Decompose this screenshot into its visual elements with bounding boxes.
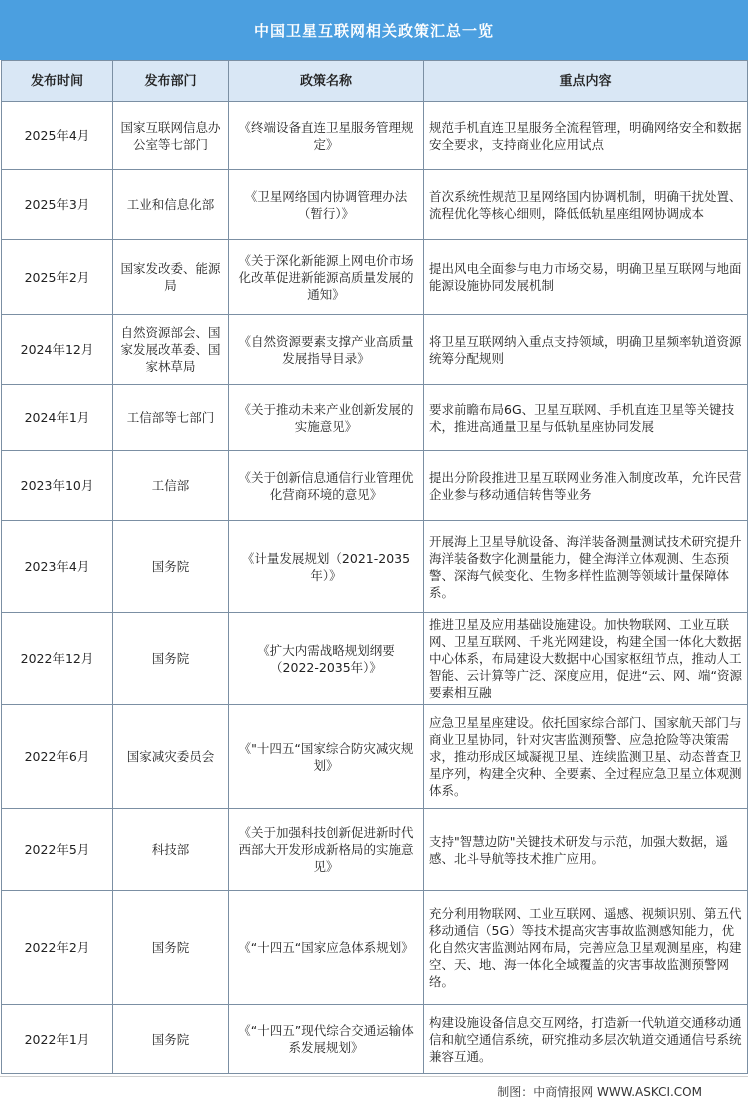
cell-policy: 《“十四五”现代综合交通运输体系发展规划》 bbox=[229, 1005, 424, 1074]
table-row bbox=[2, 1005, 748, 1074]
cell-content: 要求前瞻布局6G、卫星互联网、手机直连卫星等关键技术，推进高通量卫星与低轨星座协同发展 bbox=[424, 385, 748, 451]
cell-dept: 国家减灾委员会 bbox=[113, 705, 229, 809]
cell-content: 推进卫星及应用基础设施建设。加快物联网、工业互联网、卫星互联网、千兆光网建设，构建全国一体化大数据中心体系，布局建设大数据中心国家枢纽节点，推动人工智能、云计算等广泛、深度应用，促进“云、网、端“资源要素相互融 bbox=[424, 613, 748, 705]
cell-dept: 国务院 bbox=[113, 613, 229, 705]
header-policy: 政策名称 bbox=[229, 61, 424, 102]
cell-policy: 《"十四五“国家综合防灾减灾规划》 bbox=[229, 705, 424, 809]
cell-dept: 国家发改委、能源局 bbox=[113, 240, 229, 315]
cell-content: 应急卫星星座建设。依托国家综合部门、国家航天部门与商业卫星协同，针对灾害监测预警、应急抢险等决策需求，推动形成区域凝视卫星、连续监测卫星、动态普查卫星序列，构建全灾种、全要素、全过程应急卫星立体观测体系。 bbox=[424, 705, 748, 809]
cell-dept: 国务院 bbox=[113, 521, 229, 613]
cell-policy: 《终端设备直连卫星服务管理规定》 bbox=[229, 102, 424, 170]
cell-content: 充分利用物联网、工业互联网、遥感、视频识别、第五代移动通信（5G）等技术提高灾害事故监测感知能力，优化自然灾害监测站网布局，完善应急卫星观测星座，构建空、天、地、海一体化全域覆盖的灾害事故监测预警网络。 bbox=[424, 891, 748, 1005]
cell-dept: 国家互联网信息办公室等七部门 bbox=[113, 102, 229, 170]
cell-dept: 工信部等七部门 bbox=[113, 385, 229, 451]
cell-dept: 工信部 bbox=[113, 451, 229, 521]
cell-policy: 《扩大内需战略规划纲要（2022-2035年）》 bbox=[229, 613, 424, 705]
cell-content: 支持"智慧边防"关键技术研发与示范，加强大数据，遥感、北斗导航等技术推广应用。 bbox=[424, 809, 748, 891]
table-row bbox=[2, 705, 748, 809]
cell-policy: 《关于加强科技创新促进新时代西部大开发形成新格局的实施意见》 bbox=[229, 809, 424, 891]
cell-date: 2025年2月 bbox=[2, 240, 113, 315]
cell-date: 2025年4月 bbox=[2, 102, 113, 170]
table-row bbox=[2, 315, 748, 385]
table-row bbox=[2, 451, 748, 521]
cell-content: 开展海上卫星导航设备、海洋装备测量测试技术研究提升海洋装备数字化测量能力，健全海洋立体观测、生态预警、深海气候变化、生物多样性监测等领域计量保障体系。 bbox=[424, 521, 748, 613]
header-row bbox=[2, 61, 748, 102]
cell-content: 规范手机直连卫星服务全流程管理，明确网络安全和数据安全要求，支持商业化应用试点 bbox=[424, 102, 748, 170]
header-content: 重点内容 bbox=[424, 61, 748, 102]
table-row bbox=[2, 521, 748, 613]
cell-dept: 国务院 bbox=[113, 1005, 229, 1074]
cell-dept: 科技部 bbox=[113, 809, 229, 891]
cell-content: 提出风电全面参与电力市场交易，明确卫星互联网与地面能源设施协同发展机制 bbox=[424, 240, 748, 315]
cell-policy: 《关于创新信息通信行业管理优化营商环境的意见》 bbox=[229, 451, 424, 521]
table-row bbox=[2, 170, 748, 240]
table-title: 中国卫星互联网相关政策汇总一览 bbox=[0, 0, 748, 60]
table-row bbox=[2, 385, 748, 451]
cell-content: 将卫星互联网纳入重点支持领域，明确卫星频率轨道资源统筹分配规则 bbox=[424, 315, 748, 385]
cell-date: 2022年6月 bbox=[2, 705, 113, 809]
cell-policy: 《关于推动未来产业创新发展的实施意见》 bbox=[229, 385, 424, 451]
cell-date: 2022年5月 bbox=[2, 809, 113, 891]
table-row bbox=[2, 102, 748, 170]
header-date: 发布时间 bbox=[2, 61, 113, 102]
cell-content: 首次系统性规范卫星网络国内协调机制，明确干扰处置、流程优化等核心细则，降低低轨星座组网协调成本 bbox=[424, 170, 748, 240]
cell-policy: 《计量发展规划（2021-2035年）》 bbox=[229, 521, 424, 613]
cell-policy: 《自然资源要素支撑产业高质量发展指导目录》 bbox=[229, 315, 424, 385]
cell-date: 2024年1月 bbox=[2, 385, 113, 451]
cell-date: 2023年4月 bbox=[2, 521, 113, 613]
cell-date: 2022年1月 bbox=[2, 1005, 113, 1074]
cell-date: 2022年2月 bbox=[2, 891, 113, 1005]
cell-content: 构建设施设备信息交互网络，打造新一代轨道交通移动通信和航空通信系统，研究推动多层次轨道交通通信号系统兼容互通。 bbox=[424, 1005, 748, 1074]
table-row bbox=[2, 891, 748, 1005]
source-credit: 制图：中商情报网 WWW.ASKCI.COM bbox=[0, 1076, 748, 1106]
cell-date: 2022年12月 bbox=[2, 613, 113, 705]
cell-date: 2025年3月 bbox=[2, 170, 113, 240]
cell-dept: 自然资源部会、国家发展改革委、国家林草局 bbox=[113, 315, 229, 385]
cell-dept: 国务院 bbox=[113, 891, 229, 1005]
cell-policy: 《卫星网络国内协调管理办法（暂行）》 bbox=[229, 170, 424, 240]
cell-policy: 《“十四五“国家应急体系规划》 bbox=[229, 891, 424, 1005]
table-row bbox=[2, 809, 748, 891]
cell-date: 2024年12月 bbox=[2, 315, 113, 385]
cell-policy: 《关于深化新能源上网电价市场化改革促进新能源高质量发展的通知》 bbox=[229, 240, 424, 315]
table-row bbox=[2, 613, 748, 705]
policy-table bbox=[1, 60, 748, 1074]
cell-dept: 工业和信息化部 bbox=[113, 170, 229, 240]
table-row bbox=[2, 240, 748, 315]
header-dept: 发布部门 bbox=[113, 61, 229, 102]
cell-content: 提出分阶段推进卫星互联网业务准入制度改革，允许民营企业参与移动通信转售等业务 bbox=[424, 451, 748, 521]
cell-date: 2023年10月 bbox=[2, 451, 113, 521]
